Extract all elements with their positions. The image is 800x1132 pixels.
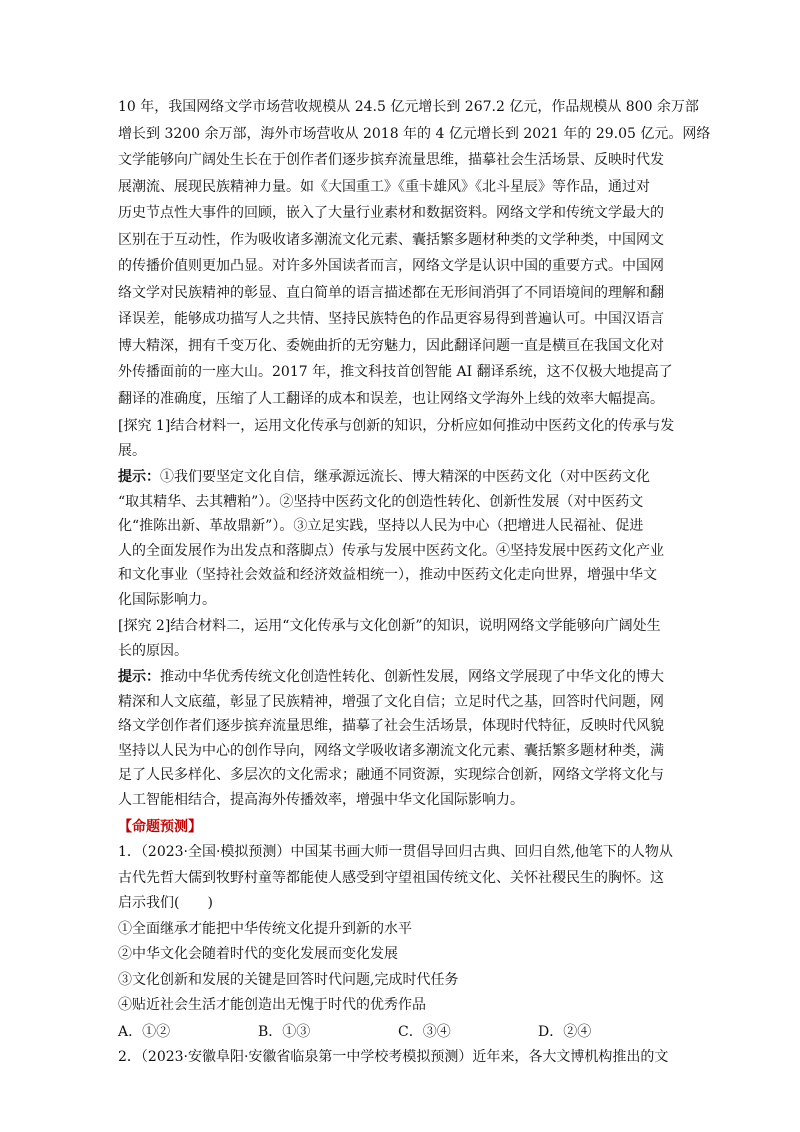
question-2 (118, 1045, 684, 1071)
question-stem-line: 2．（2023·安徽阜阳·安徽省临泉第一中学校考模拟预测）近年来，各大文博机构推出的文 (118, 1048, 669, 1065)
tip-answer-2 (118, 665, 684, 812)
question-stem-line: 1．（2023·全国·模拟预测）中国某书画大师一贯倡导回归古典、回归自然,他笔下的人物从 (118, 844, 673, 860)
question-stem-line: 古代先哲大儒到牧野村童等都能使人感受到守望祖国传统文化、关怀社稷民生的胸怀。这 (118, 869, 664, 886)
question-1 (118, 840, 684, 1045)
option-b: B．①③ (258, 1023, 311, 1040)
text-line (118, 665, 684, 690)
text-line: 10 年，我国网络文学市场营收规模从 24.5 亿元增长到 267.2 亿元，作品规模从 800 余万部 (118, 99, 699, 115)
text-line: 化“推陈出新、革故鼎新”）。③立足实践，坚持以人民为中心（把增进人民福祉、促进 (118, 518, 644, 534)
explore-question-2 (118, 614, 684, 663)
option-a: A．①② (118, 1023, 171, 1040)
text-line: 人工智能相结合，提高海外传播效率，增强中华文化国际影响力。 (118, 791, 524, 808)
tip-text: ①我们要坚定文化自信，继承源远流长、博大精深的中医药文化（对中医药文化 (160, 469, 650, 485)
question-stem-line: 启示我们( ) (118, 895, 213, 911)
text-line: “取其精华、去其糟粕”）。②坚持中医药文化的创造性转化、创新性发展（对中医药文 (118, 493, 644, 510)
text-line: 外传播面前的一座大山。2017 年，推文科技首创智能 AI 翻译系统，这不仅极大地提高了 (118, 364, 673, 380)
text-line: 精深和人文底蕴，彰显了民族精神，增强了文化自信；立足时代之基，回答时代问题，网 (118, 693, 664, 710)
statement-4: ④贴近社会生活才能创造出无愧于时代的优秀作品 (118, 997, 426, 1013)
tip-label: 提示： (118, 469, 160, 485)
text-line: [探究 1]结合材料一，运用文化传承与创新的知识，分析应如何推动中医药文化的传承与发 (118, 418, 675, 434)
text-line: 增长到 3200 余万部，海外市场营收从 2018 年的 4 亿元增长到 2021 年的 29.05 亿元。网络 (118, 125, 711, 142)
option-d: D．②④ (538, 1023, 592, 1040)
text-line: 展。 (118, 442, 146, 459)
prediction-heading: 【命题预测】 (118, 819, 202, 835)
answer-options (118, 1019, 684, 1045)
text-line: 坚持以人民为中心的创作导向，网络文学吸收诸多潮流文化元素、囊括繁多题材种类，满 (118, 742, 664, 759)
text-line: 化国际影响力。 (118, 591, 216, 608)
text-line: 的传播价值则更加凸显。对许多外国读者而言，网络文学是认识中国的重要方式。中国网 (118, 258, 664, 274)
option-c: C．③④ (398, 1023, 451, 1040)
text-line: 络文学对民族精神的彰显、直白简单的语言描述都在无形间消弭了不同语境间的理解和翻 (118, 284, 664, 301)
text-line: 历史节点性大事件的回顾，嵌入了大量行业素材和数据资料。网络文学和传统文学最大的 (118, 205, 664, 221)
text-line: [探究 2]结合材料二，运用“文化传承与文化创新”的知识，说明网络文学能够向广阔处生 (118, 618, 661, 634)
text-line: 区别在于互动性，作为吸收诸多潮流文化元素、囊括繁多题材种类的文学种类，中国网文 (118, 231, 664, 248)
text-line: 文学能够向广阔处生长在于创作者们逐步摈弃流量思维，描摹社会生活场景、反映时代发 (118, 152, 664, 168)
statement-2: ②中华文化会随着时代的变化发展而变化发展 (118, 946, 398, 962)
text-line: 足了人民多样化、多层次的文化需求；融通不同资源，实现综合创新，网络文学将文化与 (118, 767, 664, 783)
text-line: 人的全面发展作为出发点和落脚点）传承与发展中医药文化。④坚持发展中医药文化产业 (118, 542, 664, 559)
tip-text: 推动中华优秀传统文化创造性转化、创新性发展，网络文学展现了中华文化的博大 (160, 669, 664, 685)
tip-label: 提示： (118, 669, 160, 685)
text-line: 长的原因。 (118, 642, 188, 659)
text-line: 翻译的准确度，压缩了人工翻译的成本和误差，也让网络文学海外上线的效率大幅提高。 (118, 390, 664, 407)
explore-question-1 (118, 414, 684, 463)
text-line: 译误差，能够成功描写人之共情、坚持民族特色的作品更容易得到普遍认可。中国汉语言 (118, 311, 664, 327)
statement-1: ①全面继承才能把中华传统文化提升到新的水平 (118, 920, 412, 937)
page-content (118, 94, 711, 1070)
text-line: 络文学创作者们逐步摈弃流量思维，描摹了社会生活场景，体现时代特征，反映时代风貌 (118, 718, 664, 734)
text-line: 和文化事业（坚持社会效益和经济效益相统一），推动中医药文化走向世界，增强中华文 (118, 567, 657, 583)
statement-3: ③文化创新和发展的关键是回答时代问题,完成时代任务 (118, 971, 459, 988)
material-paragraph (118, 94, 711, 412)
text-line: 展潮流、展现民族精神力量。如《大国重工》《重卡雄风》《北斗星辰》等作品，通过对 (118, 178, 650, 195)
tip-answer-1 (118, 465, 684, 612)
text-line: 博大精深，拥有千变万化、委婉曲折的无穷魅力，因此翻译问题一直是横亘在我国文化对 (118, 337, 664, 354)
text-line (118, 465, 684, 490)
